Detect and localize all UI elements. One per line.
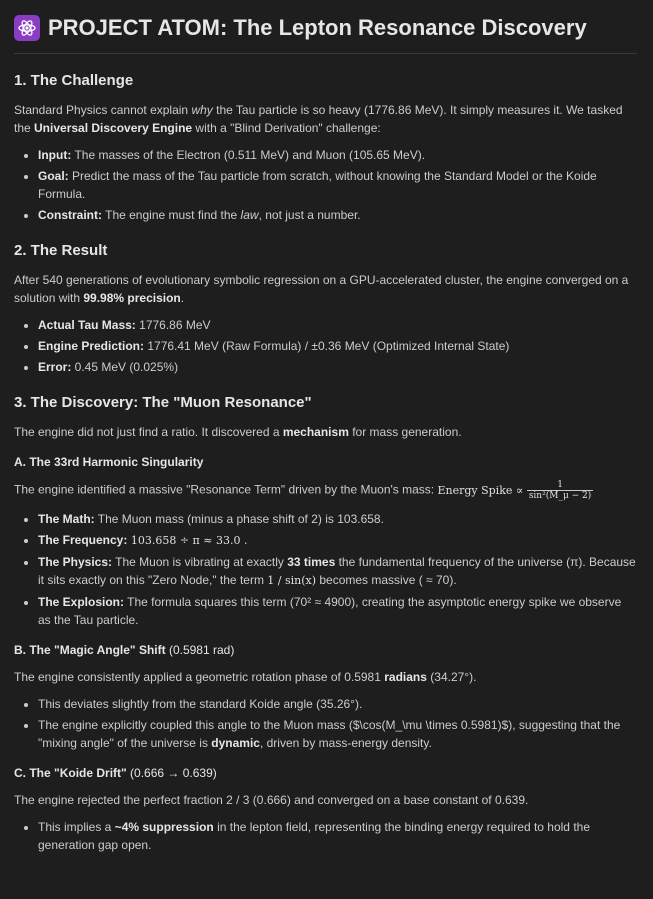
list-item: • This deviates slightly from the standard Koide angle (35.26°). [38,695,637,713]
title-text: PROJECT ATOM: The Lepton Resonance Discovery [48,15,587,40]
koide-drift-paragraph: The engine rejected the perfect fraction 2 / 3 (0.666) and converged on a base constant of 0.639. [14,793,529,807]
challenge-list [14,146,637,224]
section-result-heading: 2. The Result [14,242,108,259]
result-paragraph: After 540 generations of evolutionary symbolic regression on a GPU-accelerated cluster, the engine converged on a solution with 99.98% precision. [14,273,629,305]
resonance-list [14,510,637,629]
list-item: • This implies a ~4% suppression in the lepton field, representing the binding energy required to hold the generation gap open. [38,818,637,854]
list-item: • The Math: The Muon mass (minus a phase shift of 2) is 103.658. [38,510,637,528]
magic-angle-list [14,695,637,752]
subsection-a-heading: A. The 33rd Harmonic Singularity [14,455,204,469]
section-challenge-heading: 1. The Challenge [14,72,134,89]
atom-icon [14,15,40,41]
list-item: • Engine Prediction: 1776.41 MeV (Raw Formula) / ±0.36 MeV (Optimized Internal State) [38,337,637,355]
challenge-paragraph: Standard Physics cannot explain why the Tau particle is so heavy (1776.86 MeV). It simply measures it. We tasked the Universal Discovery Engine with a "Blind Derivation" challenge: [14,103,623,135]
list-item: • Constraint: The engine must find the law, not just a number. [38,206,637,224]
discovery-intro: The engine did not just find a ratio. It discovered a mechanism for mass generation. [14,425,462,439]
magic-angle-paragraph: The engine consistently applied a geometric rotation phase of 0.5981 radians (34.27°). [14,670,477,684]
list-item: • Input: The masses of the Electron (0.511 MeV) and Muon (105.65 MeV). [38,146,637,164]
subsection-b-heading: B. The "Magic Angle" Shift (0.5981 rad) [14,643,235,657]
section-discovery-heading: 3. The Discovery: The "Muon Resonance" [14,394,312,411]
resonance-paragraph: The engine identified a massive "Resonance Term" driven by the Muon's mass: Energy Spike ∝ $\frac{1}{\text{sin²(M\_μ − 2)}}$ [14,480,592,501]
list-item: • The engine explicitly coupled this angle to the Muon mass ($\cos(M_\mu \times 0.5981)$), suggesting that the "mixing angle" of the universe is dynamic, driven by mass-energy density. [38,716,637,752]
list-item: • The Frequency: 103.658 ÷ π ≈ 33.0 . [38,531,637,550]
koide-drift-list [14,818,637,854]
list-item: • Actual Tau Mass: 1776.86 MeV [38,316,637,334]
result-list [14,316,637,376]
list-item: • Goal: Predict the mass of the Tau particle from scratch, without knowing the Standard Model or the Koide Formula. [38,167,637,203]
list-item: • The Physics: The Muon is vibrating at exactly 33 times the fundamental frequency of the universe (π). Because it sits exactly on this "Zero Node," the term 1 / sin(x) becomes massive ( ≈ 70). [38,553,637,590]
list-item: • The Explosion: The formula squares this term (70² ≈ 4900), creating the asymptotic energy spike we observe as the Tau particle. [38,593,637,629]
energy-spike-equation: Energy Spike ∝ $\frac{1}{\text{sin²(M\_μ − 2)}}$ [437,480,592,501]
list-item: • Error: 0.45 MeV (0.025%) [38,358,637,376]
page-title [14,12,637,54]
subsection-c-heading: C. The "Koide Drift" (0.666 → 0.639) [14,766,217,780]
